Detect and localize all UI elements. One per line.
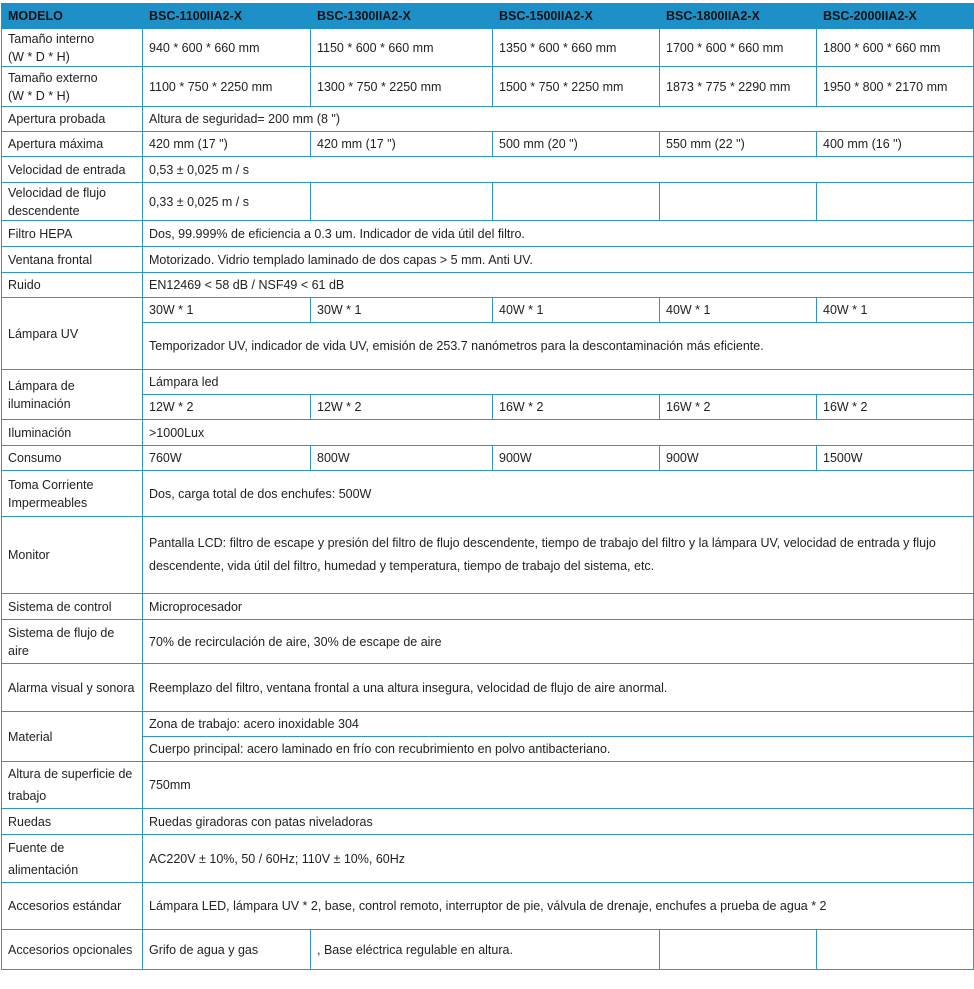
table-row <box>2 107 974 132</box>
cell-internal-size-1: 940 * 600 * 660 mm <box>143 29 311 67</box>
cell-max-opening-3: 500 mm (20 ") <box>493 132 660 157</box>
table-row <box>2 183 974 221</box>
table-row <box>2 67 974 107</box>
header-model-4: BSC-1800IIA2-X <box>660 4 817 29</box>
cell-uv-lamp-note: Temporizador UV, indicador de vida UV, emisión de 253.7 nanómetros para la descontaminación más eficiente. <box>143 323 974 370</box>
cell-internal-size-3: 1350 * 600 * 660 mm <box>493 29 660 67</box>
row-label-uv-lamp: Lámpara UV <box>2 298 143 370</box>
cell-opt-acc-2: , Base eléctrica regulable en altura. <box>311 930 660 970</box>
table-row <box>2 395 974 420</box>
table-row <box>2 664 974 712</box>
cell-wheels: Ruedas giradoras con patas niveladoras <box>143 809 974 835</box>
table-row <box>2 323 974 370</box>
cell-internal-size-2: 1150 * 600 * 660 mm <box>311 29 493 67</box>
row-label-external-size: Tamaño externo (W * D * H) <box>2 67 143 107</box>
row-label-illumination: Iluminación <box>2 420 143 446</box>
cell-lighting-lamp-4: 16W * 2 <box>660 395 817 420</box>
cell-consumption-2: 800W <box>311 446 493 471</box>
row-label-internal-size: Tamaño interno (W * D * H) <box>2 29 143 67</box>
cell-external-size-4: 1873 * 775 * 2290 mm <box>660 67 817 107</box>
cell-downflow: 0,33 ± 0,025 m / s <box>143 183 311 221</box>
header-modelo: MODELO <box>2 4 143 29</box>
cell-consumption-4: 900W <box>660 446 817 471</box>
row-label-std-acc: Accesorios estándar <box>2 883 143 930</box>
table-row <box>2 273 974 298</box>
table-row <box>2 420 974 446</box>
row-label-noise: Ruido <box>2 273 143 298</box>
cell-consumption-1: 760W <box>143 446 311 471</box>
cell-external-size-1: 1100 * 750 * 2250 mm <box>143 67 311 107</box>
header-model-5: BSC-2000IIA2-X <box>817 4 974 29</box>
cell-control: Microprocesador <box>143 594 974 620</box>
table-row <box>2 620 974 664</box>
row-label-monitor: Monitor <box>2 517 143 594</box>
row-label-tested-opening: Apertura probada <box>2 107 143 132</box>
cell-inflow: 0,53 ± 0,025 m / s <box>143 157 974 183</box>
table-row <box>2 370 974 395</box>
table-row <box>2 471 974 517</box>
cell-max-opening-2: 420 mm (17 ") <box>311 132 493 157</box>
row-label-power: Fuente de alimentación <box>2 835 143 883</box>
cell-lighting-lamp-2: 12W * 2 <box>311 395 493 420</box>
cell-external-size-5: 1950 * 800 * 2170 mm <box>817 67 974 107</box>
cell-hepa: Dos, 99.999% de eficiencia a 0.3 um. Indicador de vida útil del filtro. <box>143 221 974 247</box>
table-row <box>2 298 974 323</box>
cell-socket: Dos, carga total de dos enchufes: 500W <box>143 471 974 517</box>
row-label-sash: Ventana frontal <box>2 247 143 273</box>
cell-work-height: 750mm <box>143 762 974 809</box>
cell-empty <box>660 183 817 221</box>
row-label-max-opening: Apertura máxima <box>2 132 143 157</box>
cell-uv-lamp-2: 30W * 1 <box>311 298 493 323</box>
cell-consumption-3: 900W <box>493 446 660 471</box>
table-row <box>2 517 974 594</box>
table-row <box>2 762 974 809</box>
header-row <box>2 4 974 29</box>
table-row <box>2 883 974 930</box>
cell-empty <box>817 183 974 221</box>
cell-uv-lamp-4: 40W * 1 <box>660 298 817 323</box>
table-row <box>2 157 974 183</box>
header-model-3: BSC-1500IIA2-X <box>493 4 660 29</box>
table-row <box>2 737 974 762</box>
spec-table <box>1 3 974 970</box>
row-label-material: Material <box>2 712 143 762</box>
cell-monitor: Pantalla LCD: filtro de escape y presión del filtro de flujo descendente, tiempo de trabajo del filtro y la lámpara UV, velocidad de entrada y flujo descendente, vida útil del filtro, humedad y temperatura, tiempo de trabajo del sistema, etc. <box>143 517 974 594</box>
row-label-opt-acc: Accesorios opcionales <box>2 930 143 970</box>
cell-internal-size-5: 1800 * 600 * 660 mm <box>817 29 974 67</box>
cell-uv-lamp-3: 40W * 1 <box>493 298 660 323</box>
cell-lighting-lamp-1: 12W * 2 <box>143 395 311 420</box>
cell-empty <box>493 183 660 221</box>
cell-material-body: Cuerpo principal: acero laminado en frío con recubrimiento en polvo antibacteriano. <box>143 737 974 762</box>
table-row <box>2 446 974 471</box>
cell-noise: EN12469 < 58 dB / NSF49 < 61 dB <box>143 273 974 298</box>
cell-airflow: 70% de recirculación de aire, 30% de escape de aire <box>143 620 974 664</box>
row-label-work-height: Altura de superficie de trabajo <box>2 762 143 809</box>
cell-opt-acc-1: Grifo de agua y gas <box>143 930 311 970</box>
cell-lighting-lamp-type: Lámpara led <box>143 370 974 395</box>
cell-std-acc: Lámpara LED, lámpara UV * 2, base, control remoto, interruptor de pie, válvula de drenaje, enchufes a prueba de agua * 2 <box>143 883 974 930</box>
table-row <box>2 221 974 247</box>
cell-lighting-lamp-3: 16W * 2 <box>493 395 660 420</box>
row-label-inflow: Velocidad de entrada <box>2 157 143 183</box>
cell-power: AC220V ± 10%, 50 / 60Hz; 110V ± 10%, 60Hz <box>143 835 974 883</box>
row-label-lighting-lamp: Lámpara de iluminación <box>2 370 143 420</box>
cell-tested-opening: Altura de seguridad= 200 mm (8 ") <box>143 107 974 132</box>
row-label-hepa: Filtro HEPA <box>2 221 143 247</box>
header-model-1: BSC-1100IIA2-X <box>143 4 311 29</box>
cell-max-opening-4: 550 mm (22 ") <box>660 132 817 157</box>
table-row <box>2 835 974 883</box>
cell-max-opening-1: 420 mm (17 ") <box>143 132 311 157</box>
cell-uv-lamp-5: 40W * 1 <box>817 298 974 323</box>
cell-lighting-lamp-5: 16W * 2 <box>817 395 974 420</box>
row-label-wheels: Ruedas <box>2 809 143 835</box>
table-row <box>2 809 974 835</box>
cell-empty <box>311 183 493 221</box>
table-row <box>2 247 974 273</box>
cell-external-size-2: 1300 * 750 * 2250 mm <box>311 67 493 107</box>
row-label-consumption: Consumo <box>2 446 143 471</box>
cell-material-work-zone: Zona de trabajo: acero inoxidable 304 <box>143 712 974 737</box>
table-row <box>2 29 974 67</box>
cell-internal-size-4: 1700 * 600 * 660 mm <box>660 29 817 67</box>
cell-max-opening-5: 400 mm (16 ") <box>817 132 974 157</box>
header-model-2: BSC-1300IIA2-X <box>311 4 493 29</box>
table-row <box>2 132 974 157</box>
table-row <box>2 712 974 737</box>
row-label-alarm: Alarma visual y sonora <box>2 664 143 712</box>
cell-uv-lamp-1: 30W * 1 <box>143 298 311 323</box>
table-row <box>2 930 974 970</box>
row-label-downflow: Velocidad de flujo descendente <box>2 183 143 221</box>
row-label-airflow: Sistema de flujo de aire <box>2 620 143 664</box>
cell-empty <box>660 930 817 970</box>
row-label-control: Sistema de control <box>2 594 143 620</box>
table-row <box>2 594 974 620</box>
cell-illumination: >1000Lux <box>143 420 974 446</box>
cell-external-size-3: 1500 * 750 * 2250 mm <box>493 67 660 107</box>
cell-sash: Motorizado. Vidrio templado laminado de dos capas > 5 mm. Anti UV. <box>143 247 974 273</box>
cell-empty <box>817 930 974 970</box>
cell-consumption-5: 1500W <box>817 446 974 471</box>
row-label-socket: Toma Corriente Impermeables <box>2 471 143 517</box>
cell-alarm: Reemplazo del filtro, ventana frontal a una altura insegura, velocidad de flujo de aire anormal. <box>143 664 974 712</box>
